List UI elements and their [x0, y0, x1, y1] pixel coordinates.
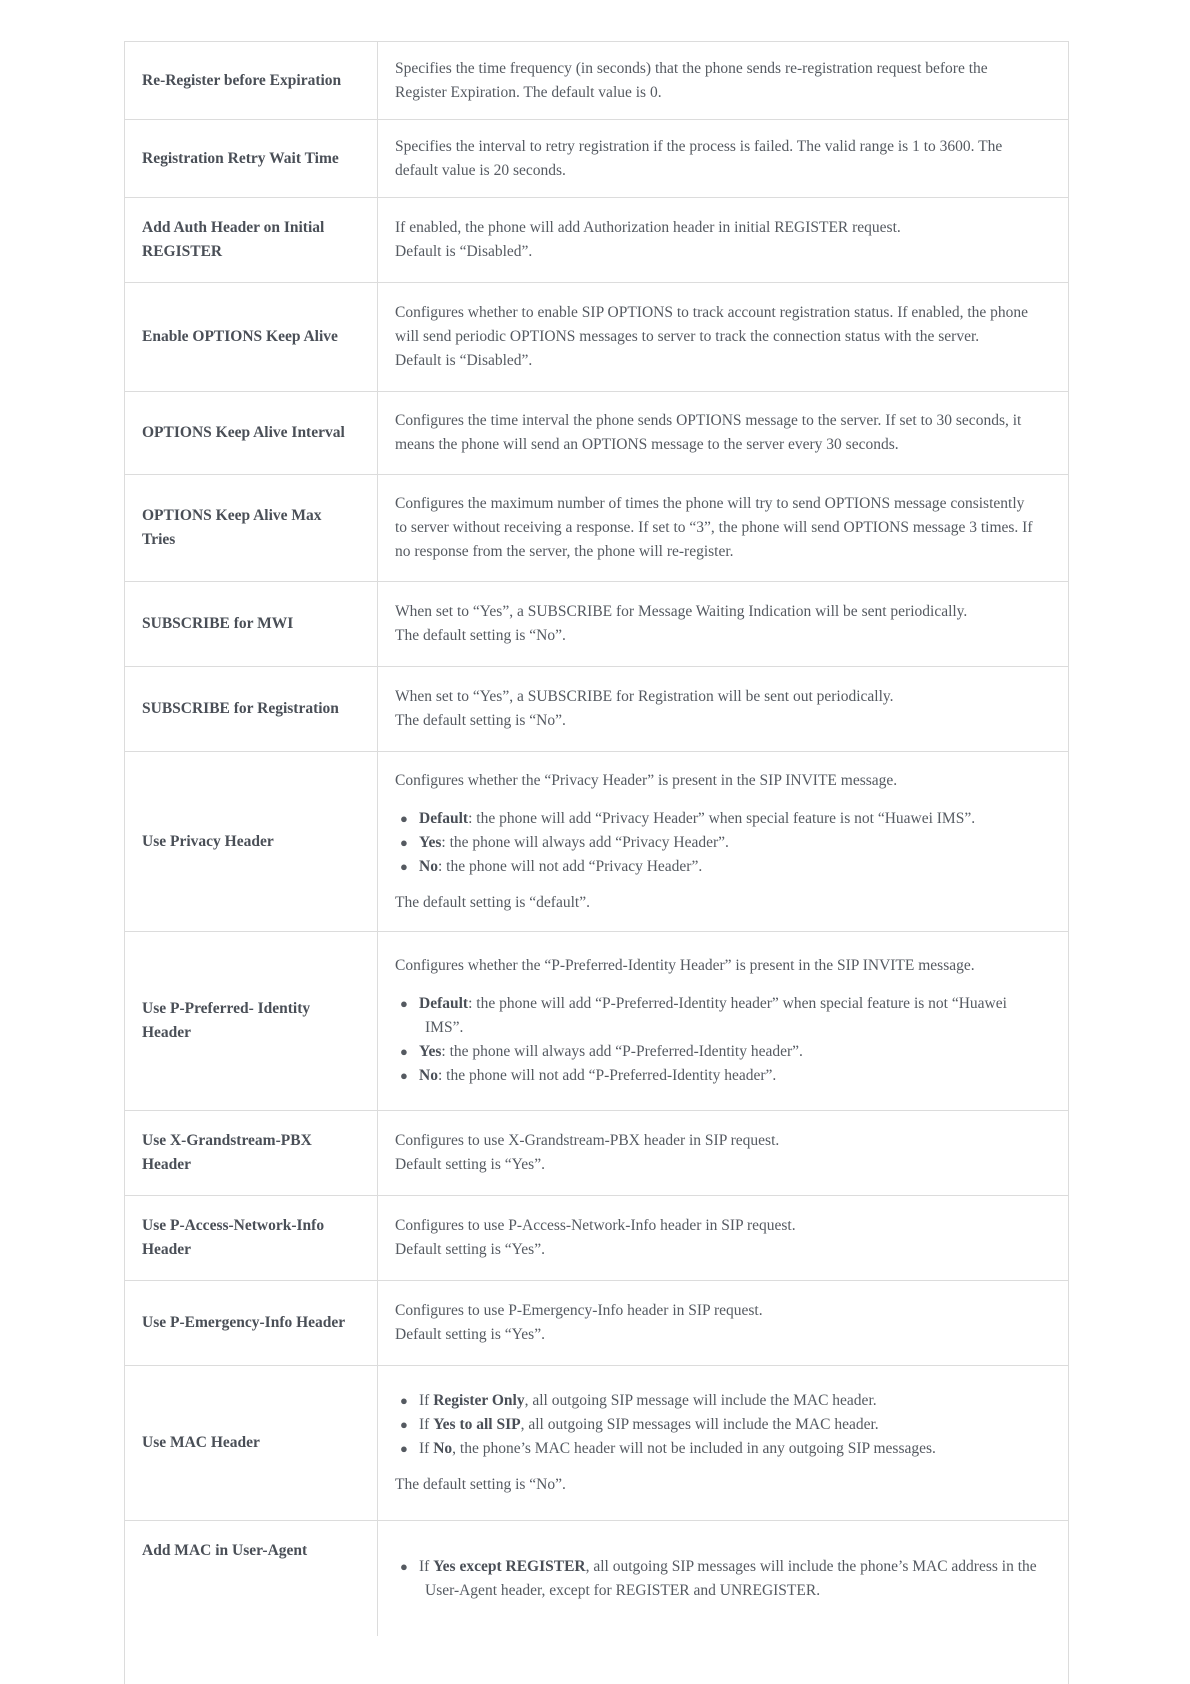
- setting-description: Configures the time interval the phone sends OPTIONS message to the server. If set to 30 seconds, it means the phone will send an OPTIONS message to the server every 30 seconds.: [395, 412, 1022, 453]
- list-item: ● If Register Only, all outgoing SIP message will include the MAC header.: [395, 1389, 1052, 1413]
- setting-label: SUBSCRIBE for MWI: [125, 582, 378, 666]
- settings-table: [124, 41, 1069, 1684]
- list-item: ● If Yes to all SIP, all outgoing SIP messages will include the MAC header.: [395, 1413, 1052, 1437]
- bullet-icon: ●: [400, 858, 408, 874]
- table-row: [125, 1110, 1068, 1195]
- setting-description: Configures to use P-Emergency-Info header in SIP request. Default setting is “Yes”.: [395, 1302, 763, 1343]
- setting-description: Configures the maximum number of times the phone will try to send OPTIONS message consistently to server without receiving a response. If set to “3”, the phone will send OPTIONS message 3 times. If no response from the server, the phone will re-register.: [395, 495, 1033, 560]
- table-row: [125, 474, 1068, 581]
- table-row: [125, 931, 1068, 1110]
- bullet-icon: ●: [400, 996, 408, 1011]
- list-item: ● Yes: the phone will always add “Privacy Header”.: [395, 831, 1052, 855]
- setting-description: Configures to use X-Grandstream-PBX header in SIP request. Default setting is “Yes”.: [395, 1132, 780, 1173]
- option-list: [395, 807, 1052, 879]
- list-item: ● No: the phone will not add “Privacy Header”.: [395, 855, 1052, 879]
- bullet-icon: ●: [400, 1393, 408, 1408]
- setting-label: Re-Register before Expiration: [125, 42, 378, 119]
- setting-description: When set to “Yes”, a SUBSCRIBE for Message Waiting Indication will be sent periodically. The default setting is “No”.: [395, 603, 968, 644]
- setting-description: If enabled, the phone will add Authorization header in initial REGISTER request. Default is “Disabled”.: [395, 219, 901, 260]
- option-list: [395, 992, 1052, 1088]
- setting-description: Configures whether to enable SIP OPTIONS to track account registration status. If enabled, the phone will send periodic OPTIONS messages to server to track the connection status with the server. Default is “Disabled”.: [395, 304, 1029, 369]
- bullet-icon: ●: [400, 810, 408, 826]
- setting-description: Specifies the interval to retry registration if the process is failed. The valid range is 1 to 3600. The default value is 20 seconds.: [395, 137, 1003, 179]
- setting-description: [378, 1521, 1068, 1636]
- table-row: [125, 1280, 1068, 1365]
- list-item: ● Yes: the phone will always add “P-Preferred-Identity header”.: [395, 1040, 1052, 1064]
- setting-description: When set to “Yes”, a SUBSCRIBE for Registration will be sent out periodically. The default setting is “No”.: [395, 688, 894, 729]
- list-item: ● If No, the phone’s MAC header will not be included in any outgoing SIP messages.: [395, 1437, 1052, 1461]
- table-row: [125, 581, 1068, 666]
- setting-description: Configures to use P-Access-Network-Info header in SIP request. Default setting is “Yes”.: [395, 1217, 796, 1258]
- setting-description: Specifies the time frequency (in seconds) that the phone sends re-registration request before the Register Expiration. The default value is 0.: [395, 59, 988, 101]
- table-row: [125, 391, 1068, 474]
- table-row: [125, 1195, 1068, 1280]
- setting-label: Use P-Emergency-Info Header: [125, 1281, 378, 1365]
- setting-description: ● If Register Only, all outgoing SIP message will include the MAC header. ● If Yes to all SIP, all outgoing SIP messages will include the MAC header. ● If No, the phone’s MAC header will not be included in any outgoing SIP messages. The default setting is “No”.: [378, 1366, 1068, 1520]
- bullet-icon: ●: [400, 1044, 408, 1059]
- bullet-icon: ●: [400, 1441, 408, 1456]
- table-row: [125, 666, 1068, 751]
- list-item: ● If Yes except REGISTER, all outgoing SIP messages will include the phone’s MAC address in the User-Agent header, except for REGISTER and UNREGISTER.: [395, 1555, 1052, 1603]
- bullet-icon: ●: [400, 1559, 408, 1574]
- option-list: [395, 1555, 1052, 1603]
- table-row: [125, 1365, 1068, 1520]
- setting-label: Use P-Preferred- Identity Header: [125, 932, 378, 1110]
- table-row: [125, 282, 1068, 391]
- list-item: ● Default: the phone will add “P-Preferred-Identity header” when special feature is not “Huawei IMS”.: [395, 992, 1052, 1040]
- table-row: [125, 197, 1068, 282]
- setting-label: Use MAC Header: [125, 1366, 378, 1520]
- bullet-icon: ●: [400, 1417, 408, 1432]
- setting-label: Enable OPTIONS Keep Alive: [125, 283, 378, 391]
- list-item: ● No: the phone will not add “P-Preferred-Identity header”.: [395, 1064, 1052, 1088]
- setting-label: Use X-Grandstream-PBX Header: [125, 1111, 378, 1195]
- bullet-icon: ●: [400, 1068, 408, 1083]
- setting-label: Add MAC in User-Agent: [125, 1521, 378, 1636]
- option-list: [395, 1389, 1052, 1461]
- setting-label: Use Privacy Header: [125, 752, 378, 931]
- table-row: [125, 41, 1068, 119]
- setting-label: Add Auth Header on Initial REGISTER: [125, 198, 378, 282]
- list-item: ● Default: the phone will add “Privacy Header” when special feature is not “Huawei IMS”.: [395, 807, 1052, 831]
- bullet-icon: ●: [400, 834, 408, 850]
- setting-description: Configures whether the “Privacy Header” is present in the SIP INVITE message. ● Default: the phone will add “Privacy Header” when special feature is not “Huawei IMS”. ● Yes: the phone will always add “Privacy Header”. ● No: the phone will not add “Privacy Header”. The default setting is “default”.: [378, 752, 1068, 931]
- setting-label: SUBSCRIBE for Registration: [125, 667, 378, 751]
- table-row: [125, 1520, 1068, 1636]
- setting-label: OPTIONS Keep Alive Max Tries: [125, 475, 378, 581]
- table-row: [125, 119, 1068, 197]
- setting-label: Registration Retry Wait Time: [125, 120, 378, 197]
- setting-label: OPTIONS Keep Alive Interval: [125, 392, 378, 474]
- table-row: [125, 751, 1068, 931]
- setting-description: Configures whether the “P-Preferred-Identity Header” is present in the SIP INVITE message. ● Default: the phone will add “P-Preferred-Identity header” when special feature is not “Huawei IMS”. ● Yes: the phone will always add “P-Preferred-Identity header”. ● No: the phone will not add “P-Preferred-Identity header”.: [378, 932, 1068, 1110]
- setting-label: Use P-Access-Network-Info Header: [125, 1196, 378, 1280]
